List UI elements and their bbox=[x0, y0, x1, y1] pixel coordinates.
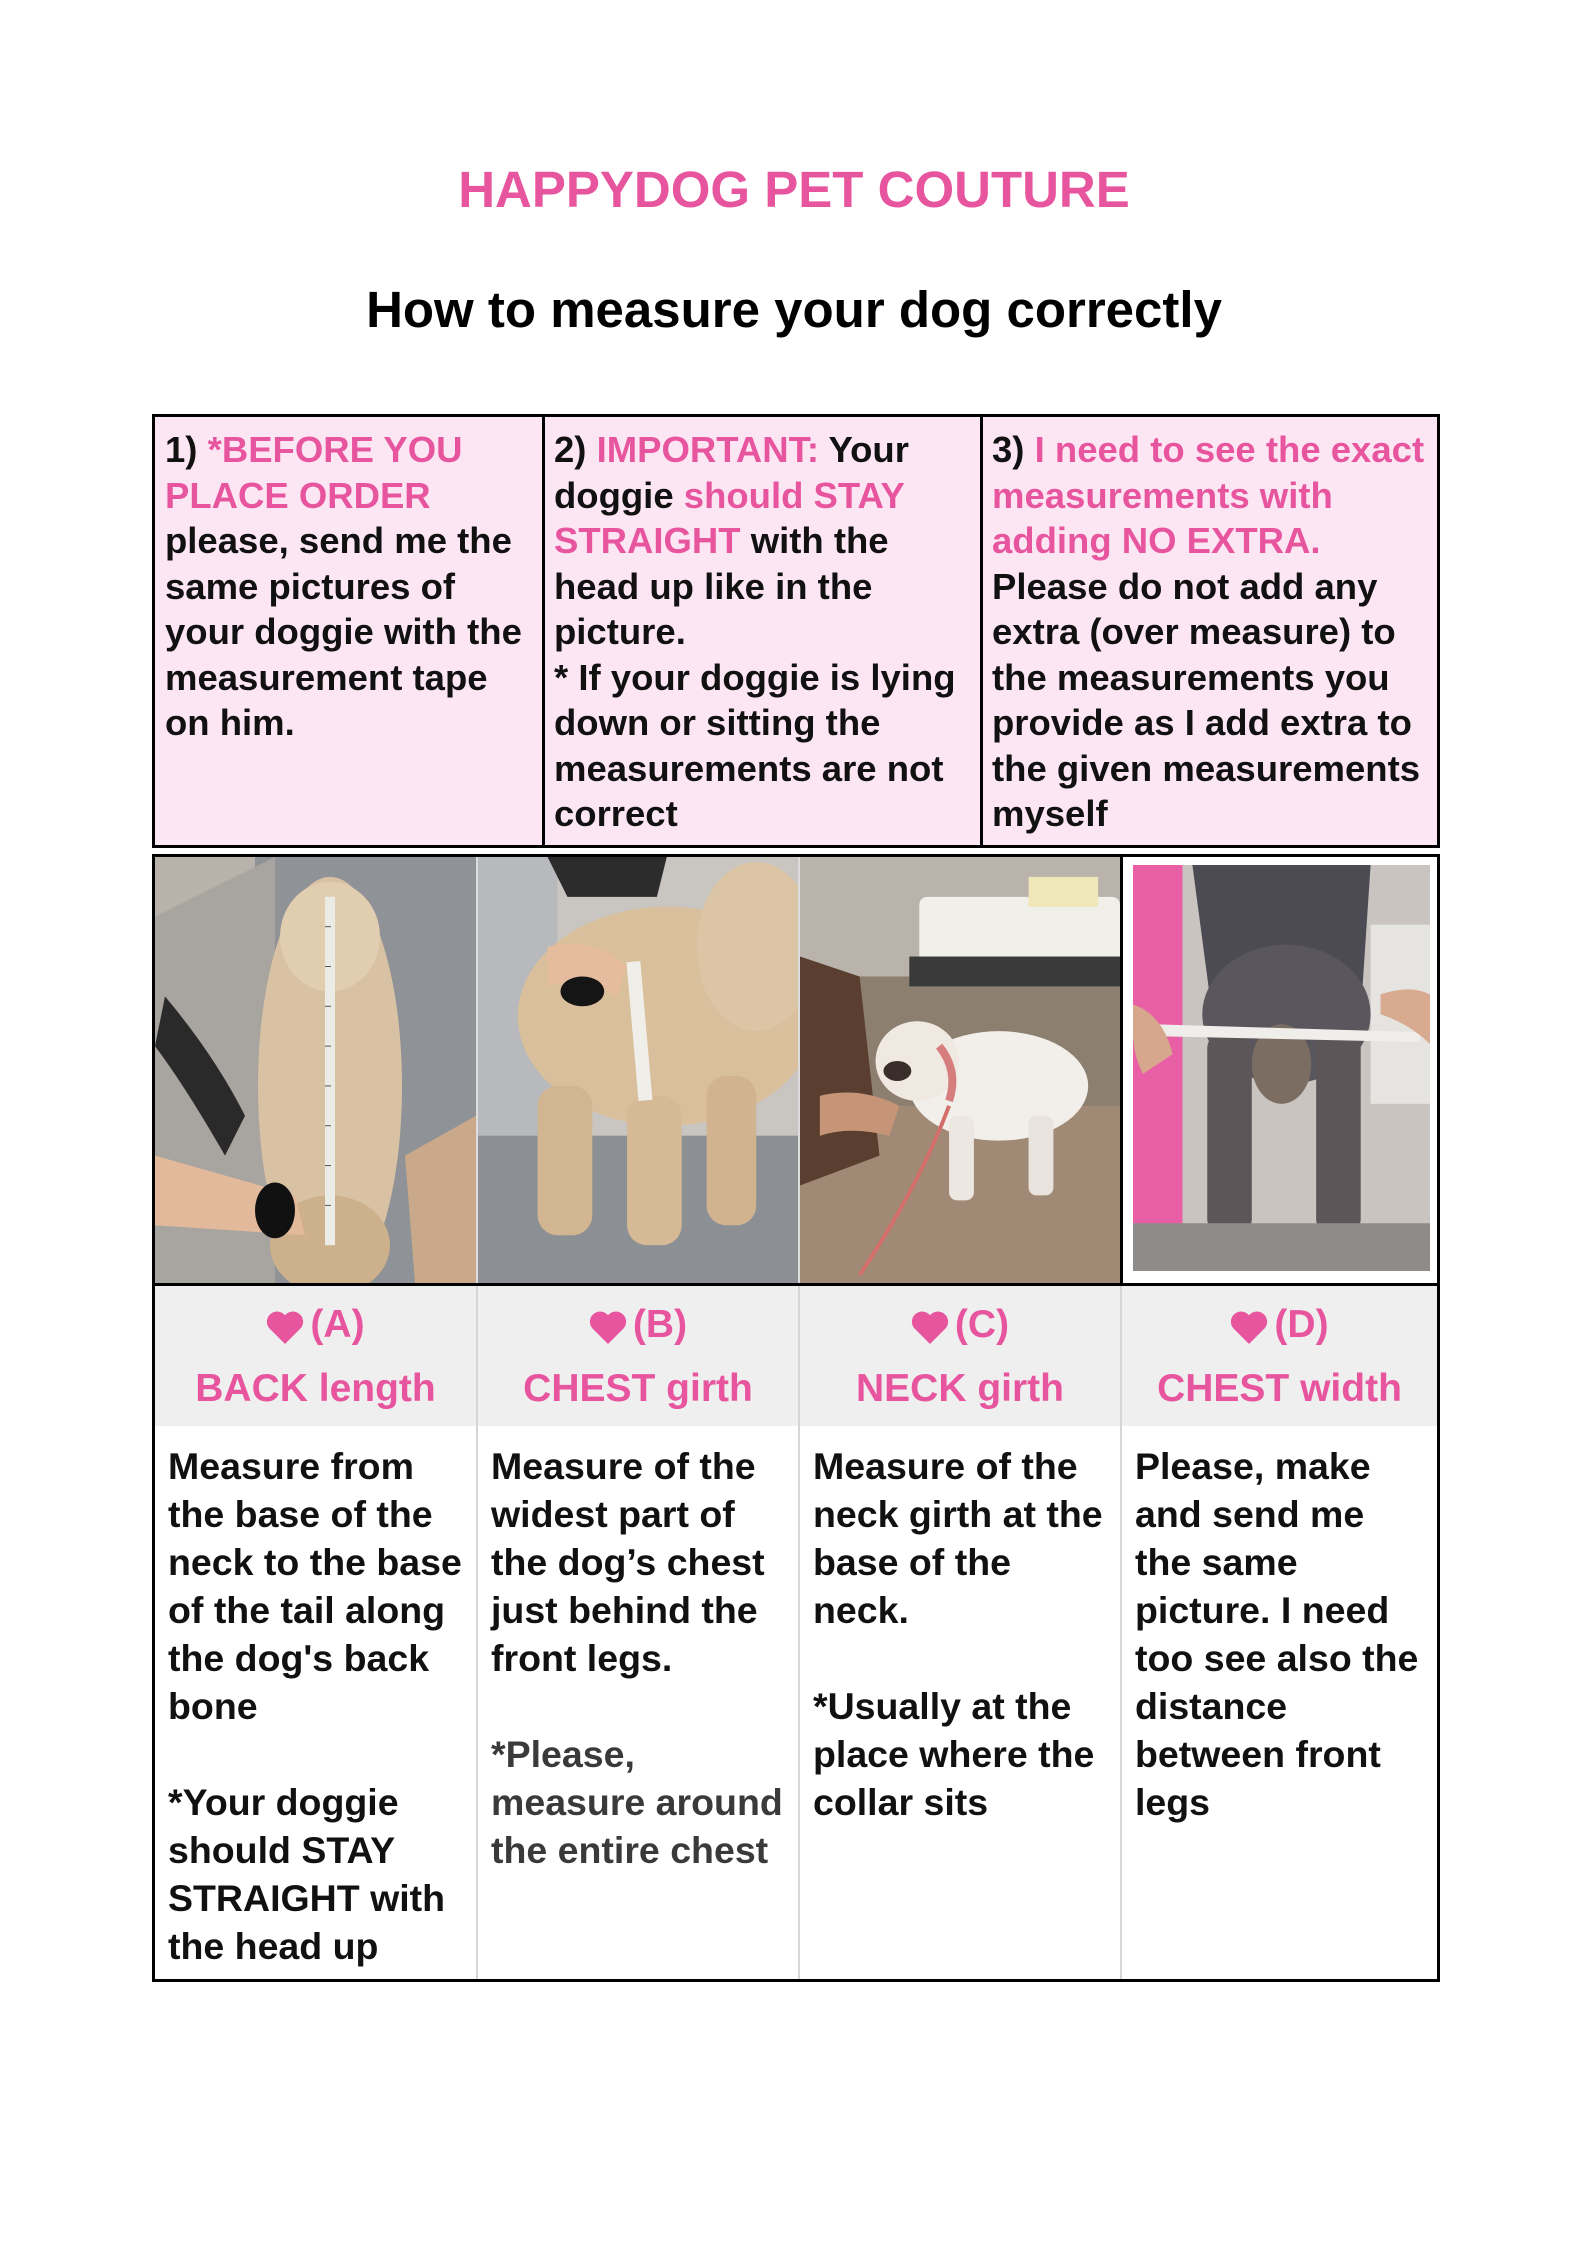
intro-step-2: 2) IMPORTANT: Your doggie should STAY STRAIGHT with the head up like in the picture. * If your doggie is lying down or sitting the measurements are not correct bbox=[542, 417, 980, 845]
label-back-length: (A) BACK length bbox=[155, 1286, 476, 1426]
step-2-highlight-2: should STAY STRAIGHT bbox=[554, 474, 905, 561]
intro-step-3: 3) I need to see the exact measurements with adding NO EXTRA. Please do not add any extra (over measure) to the measurements you provide as I add extra to the given measurements myself bbox=[980, 417, 1437, 845]
dog-chest-width-image bbox=[1133, 865, 1430, 1271]
heart-icon bbox=[589, 1310, 627, 1344]
desc-back-length bbox=[155, 1426, 476, 1979]
desc-neck-girth bbox=[798, 1426, 1120, 1979]
desc-text: Please, make and send me the same picture. I need too see also the distance between front legs bbox=[1135, 1445, 1419, 1823]
fluffy-dog-chest-image bbox=[478, 857, 798, 1283]
desc-chest-girth bbox=[476, 1426, 798, 1979]
chest-width-photo bbox=[1120, 857, 1437, 1283]
desc-text: Measure of the widest part of the dog’s chest just behind the front legs. bbox=[491, 1445, 765, 1679]
step-1-text: please, send me the same pictures of your doggie with the measurement tape on him. bbox=[165, 520, 522, 743]
page-title: How to measure your dog correctly bbox=[366, 281, 1222, 338]
step-2-highlight: IMPORTANT: bbox=[596, 429, 819, 470]
chest-girth-photo bbox=[476, 857, 798, 1283]
desc-note: *Usually at the place where the collar sits bbox=[813, 1685, 1095, 1823]
step-3-text: Please do not add any extra (over measure) to the measurements you provide as I add extra to the given measurements myself bbox=[992, 565, 1421, 834]
fluffy-dog-back-image bbox=[155, 857, 476, 1283]
brand-title: HAPPYDOG PET COUTURE bbox=[458, 161, 1130, 218]
measurement-descriptions bbox=[152, 1426, 1440, 1982]
label-neck-girth: (C) NECK girth bbox=[798, 1286, 1120, 1426]
back-length-photo bbox=[155, 857, 476, 1283]
label-chest-width: (D) CHEST width bbox=[1120, 1286, 1437, 1426]
intro-step-1: 1) *BEFORE YOU PLACE ORDER please, send me the same pictures of your doggie with the measurement tape on him. bbox=[165, 429, 522, 743]
step-2-note: * If your doggie is lying down or sitting the measurements are not correct bbox=[554, 656, 956, 834]
desc-text: Measure from the base of the neck to the base of the tail along the dog's back bone bbox=[168, 1445, 462, 1727]
desc-note: *Please, measure around the entire chest bbox=[491, 1733, 783, 1871]
intro-instructions bbox=[152, 414, 1440, 848]
neck-girth-photo bbox=[798, 857, 1120, 1283]
label-name: CHEST girth bbox=[523, 1367, 753, 1410]
label-name: BACK length bbox=[195, 1367, 436, 1410]
desc-chest-width bbox=[1120, 1426, 1437, 1979]
desc-note: *Your doggie should STAY STRAIGHT with the head up bbox=[168, 1781, 446, 1967]
heart-icon bbox=[1230, 1310, 1268, 1344]
heart-icon bbox=[266, 1310, 304, 1344]
photo-row bbox=[152, 854, 1440, 1286]
heart-icon bbox=[911, 1310, 949, 1344]
label-chest-girth: (B) CHEST girth bbox=[476, 1286, 798, 1426]
step-3-highlight: I need to see the exact measurements with adding NO EXTRA. bbox=[992, 429, 1425, 561]
label-name: CHEST width bbox=[1157, 1367, 1402, 1410]
step-1-highlight: *BEFORE YOU PLACE ORDER bbox=[165, 429, 463, 516]
measurement-labels bbox=[152, 1286, 1440, 1426]
label-name: NECK girth bbox=[856, 1367, 1064, 1410]
desc-text: Measure of the neck girth at the base of the neck. bbox=[813, 1445, 1103, 1631]
bulldog-neck-image bbox=[800, 857, 1120, 1283]
